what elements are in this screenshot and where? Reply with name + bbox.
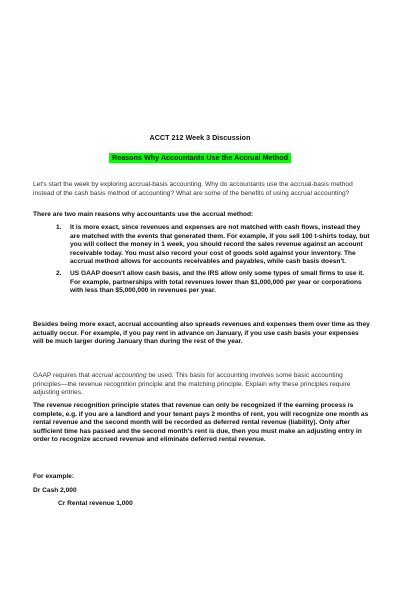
revenue-principle-paragraph: The revenue recognition principle states that revenue can only be recognized if the earning process is complete, e.g. if you are a landlord and your tenant pays 2 months of rent, you will recognize one month as rental revenue and the second month will be recorded as deferred rental revenue (liability). Only after sufficient time has passed and the second month's rent is due, then you must make an adjusting entry in order to recognize accrued revenue and eliminate deferred rental revenue.	[33, 402, 369, 444]
reason-item	[33, 224, 371, 267]
reason-text: It is more exact, since revenues and expenses are not matched with cash flows, instead they are matched with the events that generated them. For example, if you sell 100 t-shirts today, but you will collect the money in 1 week, you should record the sales revenue against an account receivable today. You must also record your cost of goods sold against your inventory. The accrual method allows for accounts receivables and payables, while cash basis doesn't.	[70, 224, 370, 266]
document-title: ACCT 212 Week 3 Discussion	[149, 133, 251, 142]
besides-paragraph: Besides being more exact, accrual accounting also spreads revenues and expenses them over time as they actually occur. For example, if you pay rent in advance on January, if you use cash basis your expenses will be much larger during January than during the rest of the year.	[33, 321, 370, 346]
highlighted-subtitle: Reasons Why Accountants Use the Accrual Method	[109, 153, 291, 163]
reason-number: 1.	[56, 224, 62, 231]
gaap-question-emphasis: accrual accounting	[91, 372, 147, 379]
debit-entry: Dr Cash 2,000	[33, 487, 77, 494]
intro-paragraph: Let's start the week by exploring accrual-basis accounting. Why do accountants use the accrual-basis method instead of the cash basis method of accounting? What are some of the benefits of using accrual accounting?	[33, 181, 353, 197]
subtitle-container	[0, 147, 400, 165]
gaap-question-paragraph	[33, 372, 371, 398]
reason-number: 2.	[56, 269, 62, 277]
reason-text: US GAAP doesn't allow cash basis, and the IRS allow only some types of small firms to use it. For example, partnerships with total revenues lower than $1,000,000 per year or corporations with less than $5,000,000 in revenues per year.	[70, 269, 365, 295]
reasons-heading: There are two main reasons why accountants use the accrual method:	[33, 211, 254, 218]
example-label: For example:	[33, 473, 75, 480]
credit-entry: Cr Rental revenue 1,000	[58, 500, 133, 507]
gaap-question-start: GAAP requires that	[33, 372, 92, 379]
reasons-list	[33, 224, 371, 296]
gaap-question-end: be used. This basis for accounting involves some basic accounting principles—the revenue recognition principle and the matching principle. Explain why these principles require adjusting entries.	[33, 372, 351, 397]
reason-item	[33, 270, 371, 296]
